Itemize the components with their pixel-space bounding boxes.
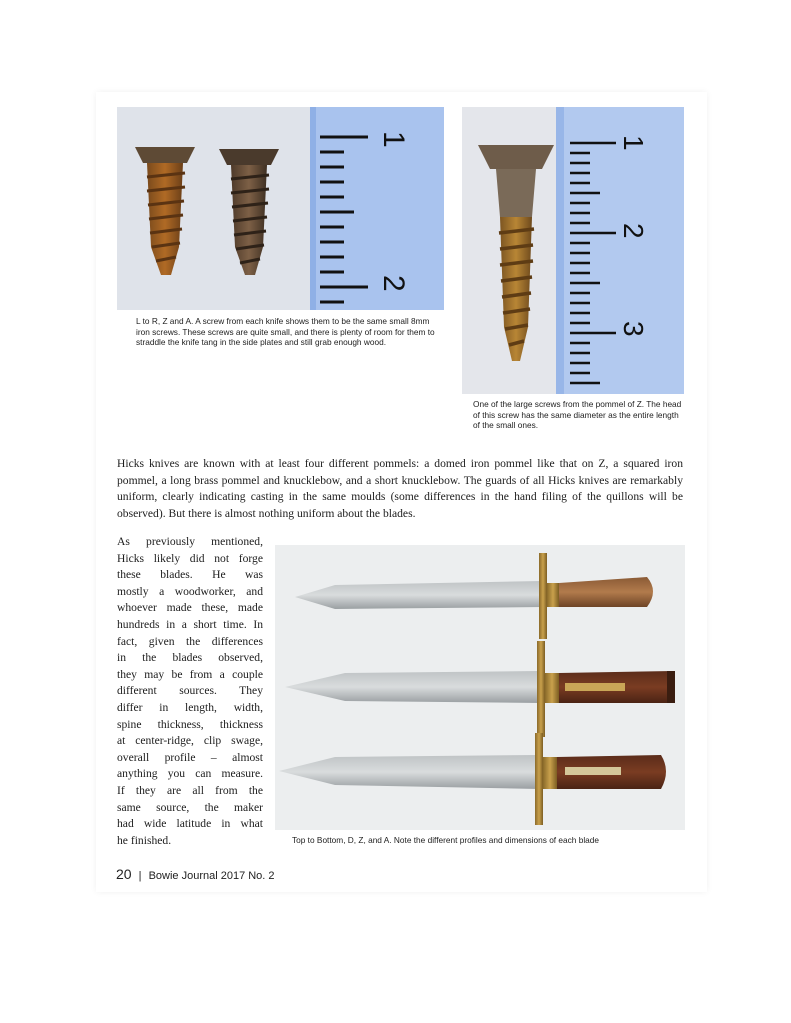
screw-a (219, 149, 279, 275)
text-line: overall profile – almost (117, 750, 263, 764)
knives-caption: Top to Bottom, D, Z, and A. Note the different profiles and dimensions of each blade (292, 835, 600, 845)
knife-d (295, 553, 653, 639)
text-line: at center-ridge, clip swage, (117, 734, 263, 748)
text-line: spine thickness, thickness (117, 717, 263, 731)
text-line: anything you can measure. (117, 767, 263, 781)
small-screws-photo (117, 107, 444, 310)
footer-separator: | (138, 870, 142, 882)
large-screw-caption: One of the large screws from the pommel of Z. The head of this screw has the same diameter as the entire length of the small ones. (473, 399, 682, 430)
body-paragraph-1: Hicks knives are known with at least four different pommels: a domed iron pommel like that on Z, a squared iron pommel, a long brass pommel and knucklebow, and a short knucklebow. The guards of all Hicks knives are remarkably uniform, clearly indicating casting in the same moulds (some differences in the hand filing of the quillons will be observed). But there is almost nothing uniform about the blades. (117, 457, 683, 520)
page-footer (116, 866, 275, 882)
ruler-mark-2: 2 (618, 223, 649, 239)
ruler-mark-2: 2 (377, 275, 410, 292)
text-line: whoever made these, made (117, 601, 263, 615)
ruler (310, 107, 444, 310)
text-line: they may be from a couple (117, 667, 263, 681)
text-line: If they are all from the (117, 783, 263, 797)
body-paragraph-2 (117, 534, 263, 849)
ruler-mark-3: 3 (618, 321, 649, 337)
text-line: different sources. They (117, 684, 263, 698)
ruler-ticks (310, 107, 444, 310)
text-line: he finished. (117, 833, 172, 847)
text-line: these blades. He was (117, 568, 263, 582)
text-line: hundreds in a short time. In (117, 617, 263, 631)
large-screw-photo (462, 107, 684, 394)
ruler-mark-1: 1 (618, 135, 649, 151)
page-number: 20 (116, 866, 132, 882)
text-line: Hicks likely did not forge (117, 551, 263, 565)
large-screw (478, 145, 554, 361)
three-knives-photo (275, 545, 685, 830)
text-line: same source, the maker (117, 800, 263, 814)
small-screws-caption: L to R, Z and A. A screw from each knife shows them to be the same small 8mm iron screws. These screws are quite small, and there is plenty of room for them to straddle the knife tang in the side plates and still grab enough wood. (136, 316, 435, 347)
ruler-mark-1: 1 (377, 131, 410, 148)
knife-a (279, 733, 666, 825)
text-line: in the blades observed, (117, 651, 263, 665)
text-line: mostly a woodworker, and (117, 584, 263, 598)
knife-z (285, 641, 675, 737)
text-line: had wide latitude in what (117, 817, 263, 831)
text-line: fact, given the differences (117, 634, 263, 648)
knives-illustration (275, 545, 685, 830)
text-line: As previously mentioned, (117, 535, 263, 548)
screw-z (135, 147, 195, 275)
text-line: differ in length, width, (117, 700, 263, 714)
ruler-ticks (556, 107, 684, 394)
ruler (556, 107, 684, 394)
publication-title: Bowie Journal 2017 No. 2 (148, 870, 275, 882)
